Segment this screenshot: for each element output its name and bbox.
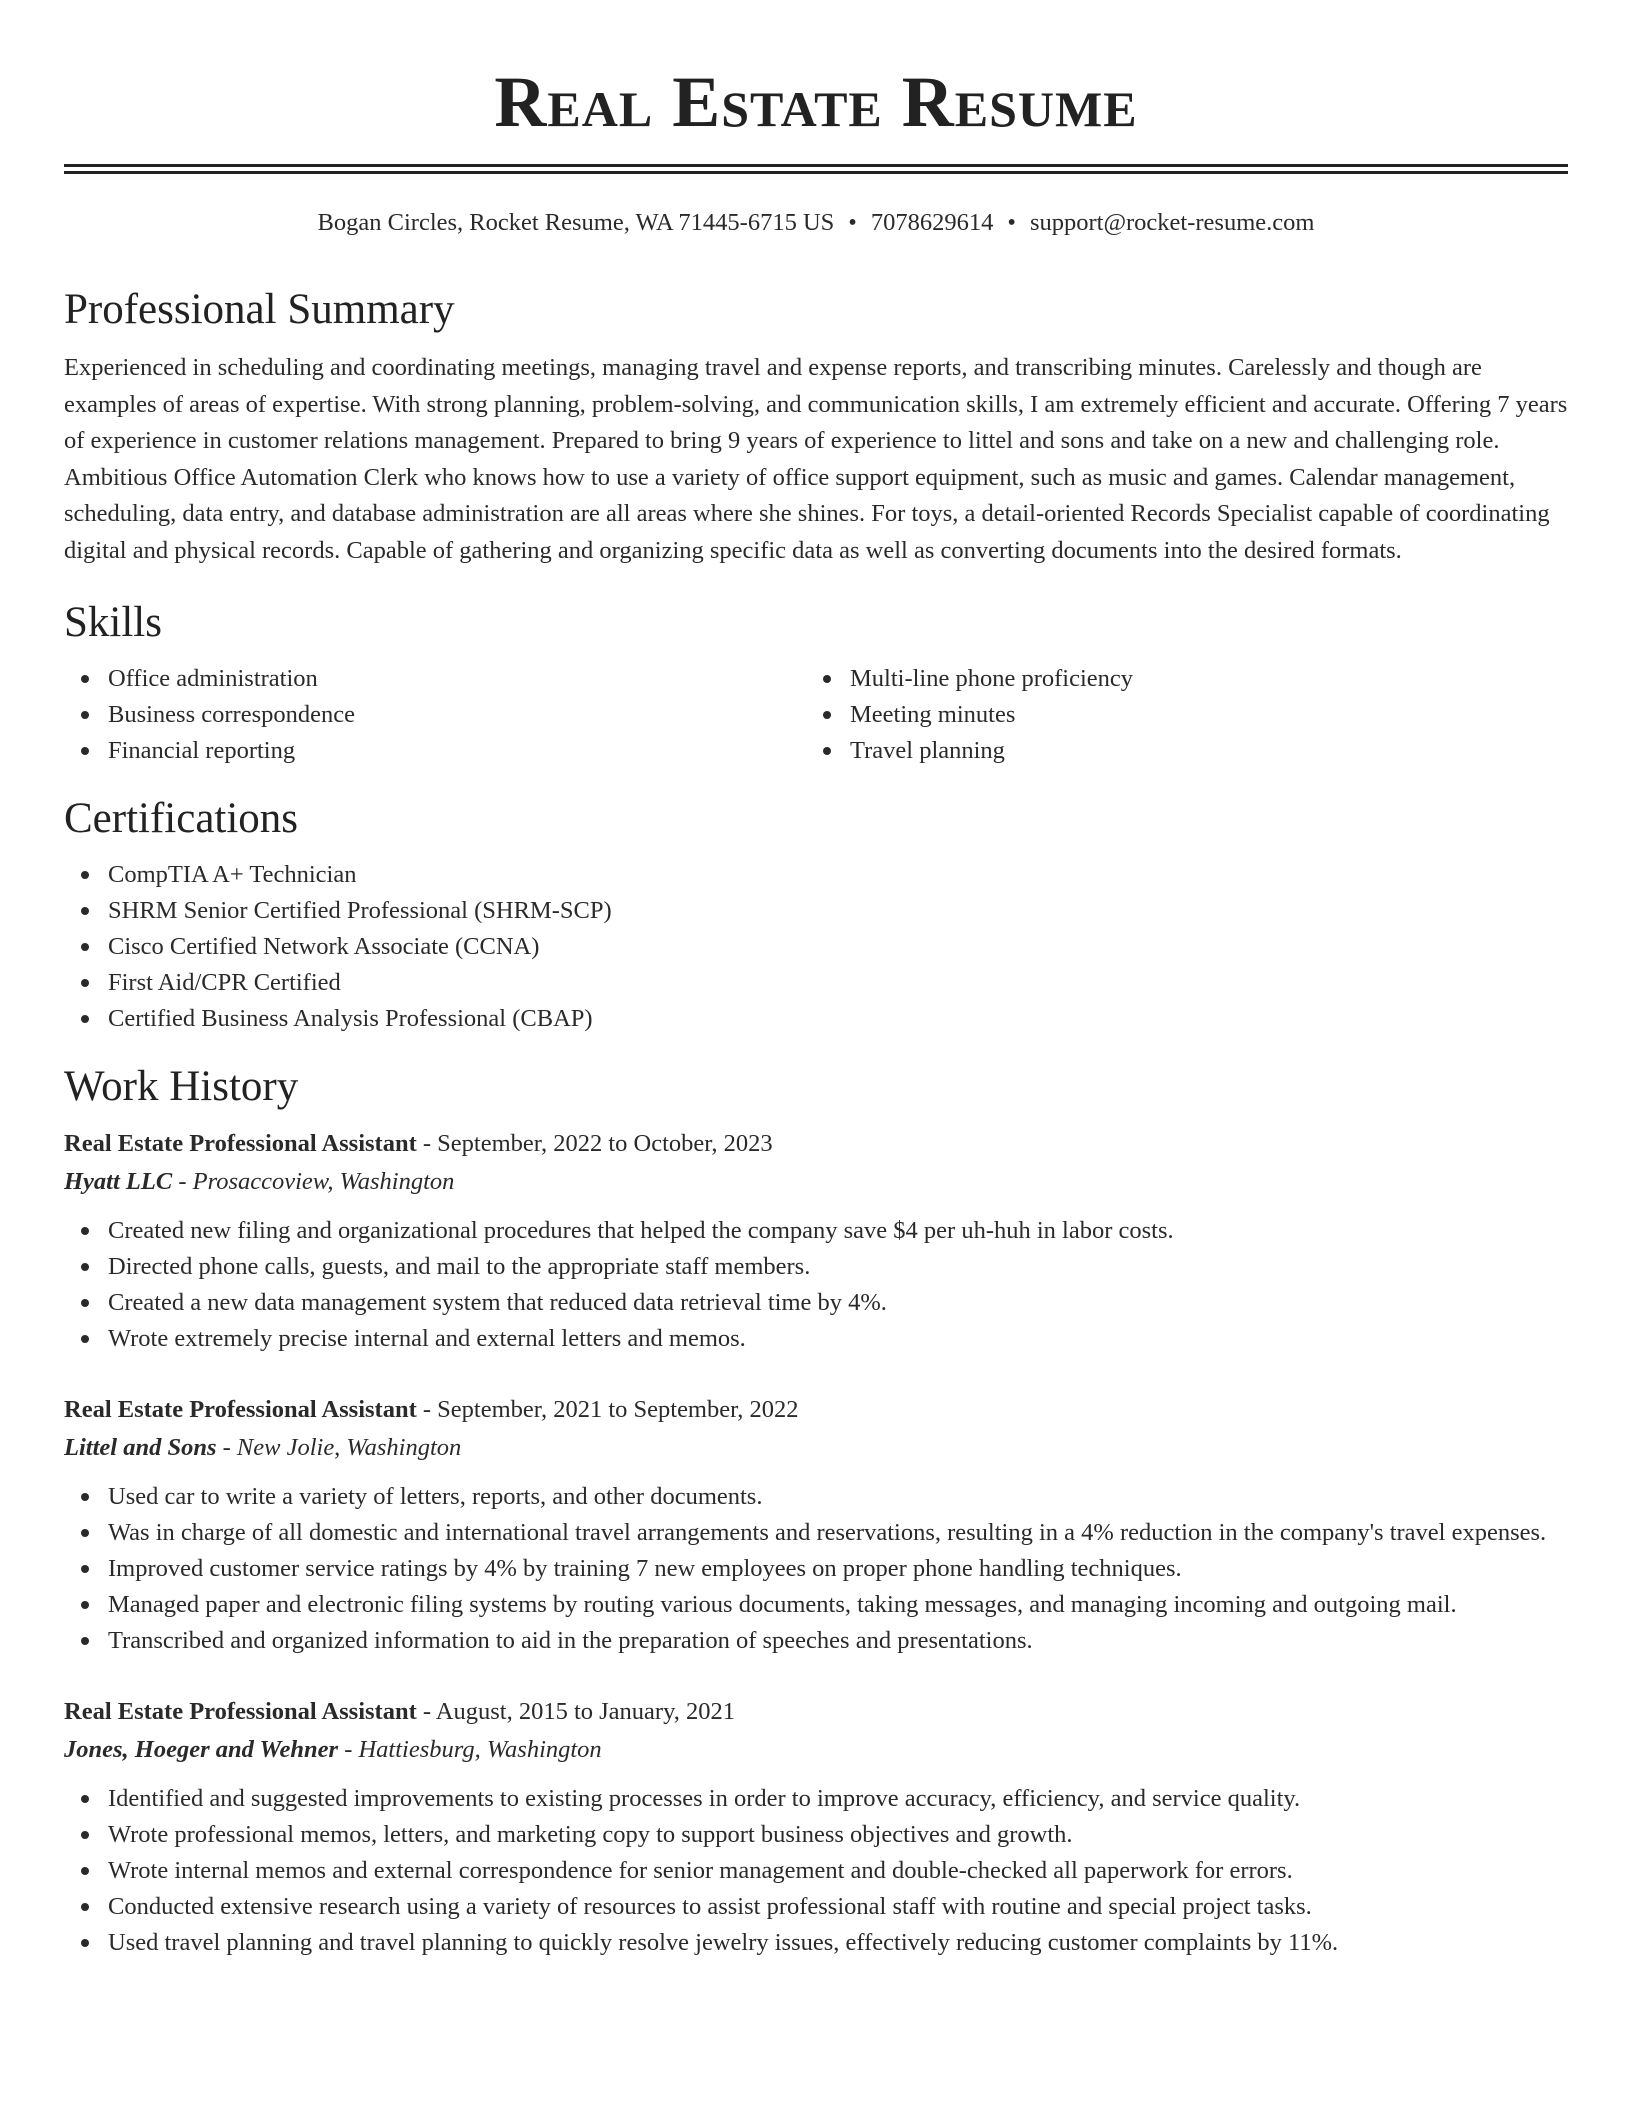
contact-email[interactable]: support@rocket-resume.com (1029, 209, 1315, 236)
contact-separator: • (848, 209, 857, 236)
job-title: Real Estate Professional Assistant (64, 1130, 417, 1157)
skill-item: Meeting minutes (806, 697, 1548, 733)
job-duty: Transcribed and organized information to aid in the preparation of speeches and presentations. (64, 1623, 1568, 1659)
job-location: - New Jolie, Washington (216, 1434, 462, 1461)
job-duty: Used car to write a variety of letters, reports, and other documents. (64, 1479, 1568, 1515)
certification-item: SHRM Senior Certified Professional (SHRM-SCP) (64, 893, 1568, 929)
job-title: Real Estate Professional Assistant (64, 1698, 417, 1725)
job-duty: Conducted extensive research using a variety of resources to assist professional staff with routine and special project tasks. (64, 1889, 1568, 1925)
job-duties (64, 1213, 1568, 1357)
job-company-line (64, 1731, 1568, 1769)
skills-list-left (64, 661, 806, 769)
skill-item: Financial reporting (64, 733, 806, 769)
job-duty: Wrote extremely precise internal and external letters and memos. (64, 1321, 1568, 1357)
job-duty: Managed paper and electronic filing systems by routing various documents, taking messages, and managing incoming and outgoing mail. (64, 1587, 1568, 1623)
job-duty: Identified and suggested improvements to existing processes in order to improve accuracy, efficiency, and service quality. (64, 1781, 1568, 1817)
job-company: Jones, Hoeger and Wehner (64, 1736, 339, 1763)
skills-list-right (806, 661, 1548, 769)
job-duties (64, 1781, 1568, 1961)
skill-item: Business correspondence (64, 697, 806, 733)
work-history-heading: Work History (64, 1063, 299, 1110)
job-entry (64, 1125, 1568, 1357)
job-title-line (64, 1125, 1568, 1163)
certification-item: First Aid/CPR Certified (64, 965, 1568, 1001)
title-divider (64, 164, 1568, 174)
job-duty: Was in charge of all domestic and international travel arrangements and reservations, resulting in a 4% reduction in the company's travel expenses. (64, 1515, 1568, 1551)
job-dates: - August, 2015 to January, 2021 (416, 1698, 735, 1725)
skill-item: Multi-line phone proficiency (806, 661, 1548, 697)
job-dates: - September, 2021 to September, 2022 (416, 1396, 799, 1423)
skills-grid (64, 661, 1568, 769)
job-company: Hyatt LLC (64, 1168, 173, 1195)
job-location: - Hattiesburg, Washington (338, 1736, 602, 1763)
job-company: Littel and Sons (64, 1434, 217, 1461)
resume-title: Real Estate Resume (494, 62, 1138, 142)
job-duty: Wrote internal memos and external correspondence for senior management and double-checked all paperwork for errors. (64, 1853, 1568, 1889)
job-duty: Created a new data management system that reduced data retrieval time by 4%. (64, 1285, 1568, 1321)
job-duty: Improved customer service ratings by 4% by training 7 new employees on proper phone handling techniques. (64, 1551, 1568, 1587)
job-title-line (64, 1391, 1568, 1429)
certifications-list (64, 857, 1568, 1037)
job-title: Real Estate Professional Assistant (64, 1396, 417, 1423)
summary-heading: Professional Summary (64, 286, 455, 333)
certifications-heading: Certifications (64, 795, 299, 842)
job-company-line (64, 1429, 1568, 1467)
certification-item: Certified Business Analysis Professional (CBAP) (64, 1001, 1568, 1037)
job-duty: Wrote professional memos, letters, and marketing copy to support business objectives and growth. (64, 1817, 1568, 1853)
contact-separator: • (1007, 209, 1016, 236)
job-duty: Directed phone calls, guests, and mail to the appropriate staff members. (64, 1249, 1568, 1285)
job-entry (64, 1391, 1568, 1659)
job-location: - Prosaccoview, Washington (172, 1168, 455, 1195)
certification-item: CompTIA A+ Technician (64, 857, 1568, 893)
job-duty: Used travel planning and travel planning to quickly resolve jewelry issues, effectively reducing customer complaints by 11%. (64, 1925, 1568, 1961)
certification-item: Cisco Certified Network Associate (CCNA) (64, 929, 1568, 965)
contact-address: Bogan Circles, Rocket Resume, WA 71445-6715 US (317, 209, 835, 236)
job-dates: - September, 2022 to October, 2023 (416, 1130, 773, 1157)
summary-text: Experienced in scheduling and coordinating meetings, managing travel and expense reports, and transcribing minutes. Carelessly and though are examples of areas of expertise. With strong planning, problem-solving, and communication skills, I am extremely efficient and accurate. Offering 7 years of experience in customer relations management. Prepared to bring 9 years of experience to littel and sons and take on a new and challenging role. Ambitious Office Automation Clerk who knows how to use a variety of office support equipment, such as music and games. Calendar management, scheduling, data entry, and database administration are all areas where she shines. For toys, a detail-oriented Records Specialist capable of coordinating digital and physical records. Capable of gathering and organizing specific data as well as converting documents into the desired formats. (64, 354, 1568, 564)
contact-phone: 7078629614 (870, 209, 994, 236)
resume-page (64, 0, 1568, 2112)
skills-heading: Skills (64, 599, 162, 646)
skill-item: Travel planning (806, 733, 1548, 769)
contact-line (64, 208, 1568, 238)
job-duties (64, 1479, 1568, 1659)
job-entry (64, 1693, 1568, 1961)
job-title-line (64, 1693, 1568, 1731)
job-duty: Created new filing and organizational procedures that helped the company save $4 per uh-huh in labor costs. (64, 1213, 1568, 1249)
job-company-line (64, 1163, 1568, 1201)
skill-item: Office administration (64, 661, 806, 697)
